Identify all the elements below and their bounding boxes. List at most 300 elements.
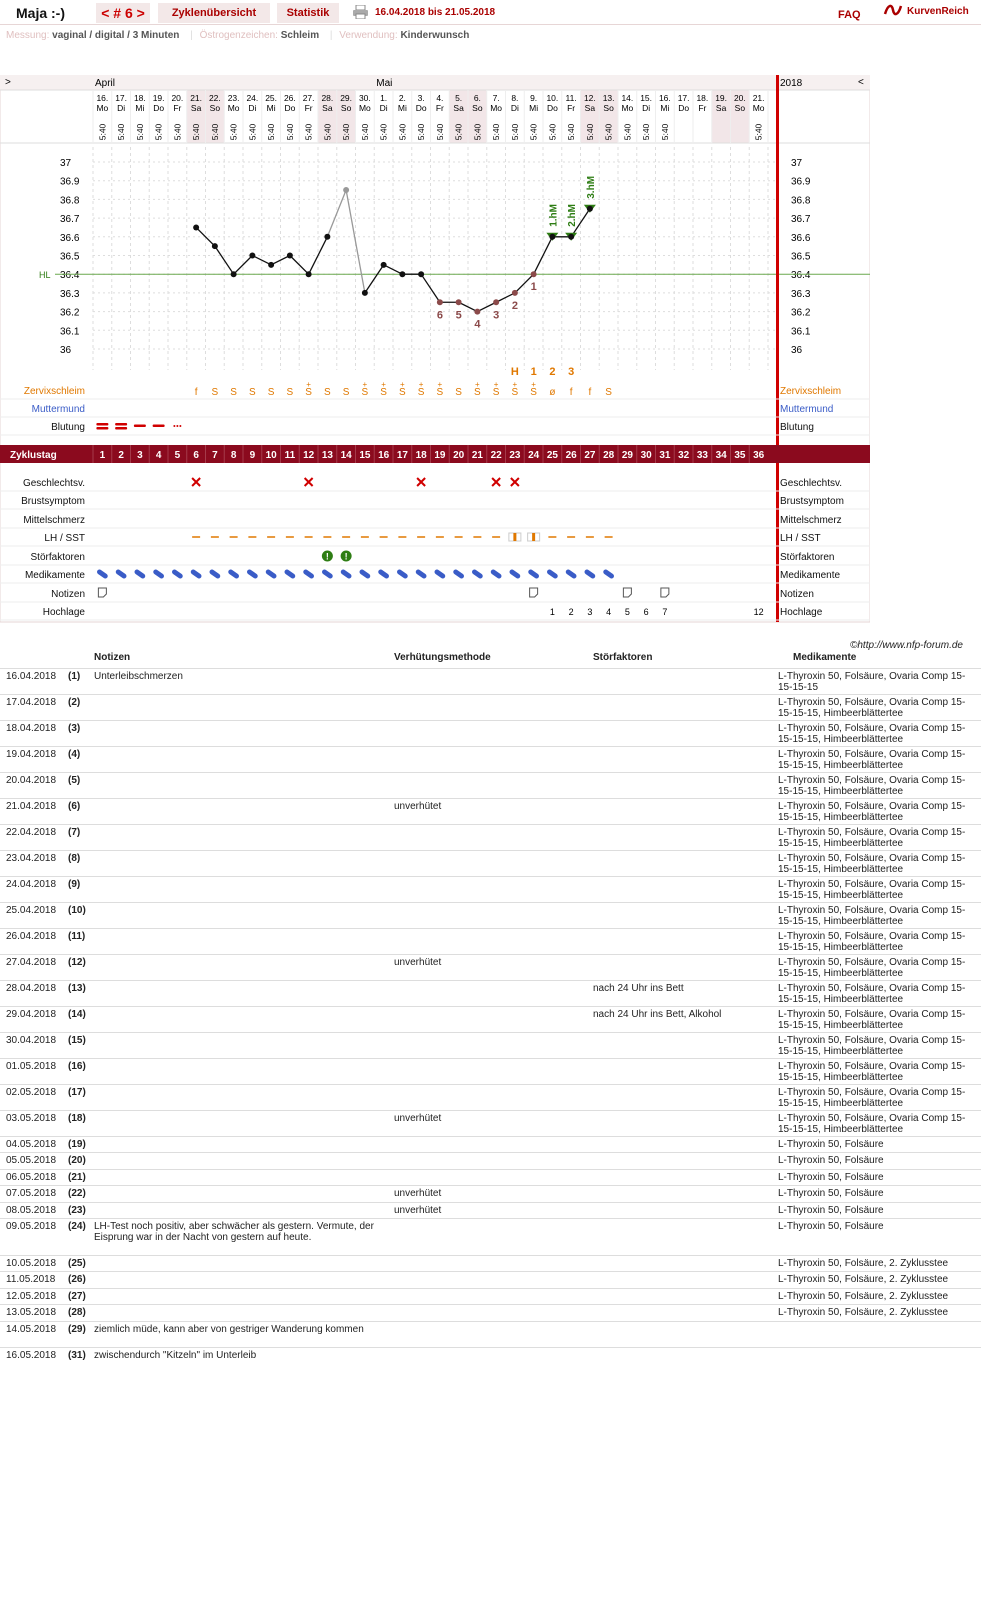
row-date: 25.04.2018 [6, 905, 57, 916]
row-label-midpain: Mittelschmerz [23, 515, 85, 526]
weekday-label: Mo [752, 103, 765, 113]
row-date: 22.04.2018 [6, 827, 57, 838]
y-tick-left: 36.9 [60, 176, 80, 188]
time-label: 5:40 [378, 123, 389, 141]
temp-point [531, 271, 537, 277]
peak-label: H [510, 366, 519, 378]
date-label: 30. [358, 93, 371, 103]
nav-left: > [5, 77, 11, 88]
table-row [0, 1202, 981, 1218]
row-medication: L-Thyroxin 50, Folsäure, Ovaria Comp 15-15-15-15, Himbeerblättertee [778, 1009, 966, 1031]
table-row [0, 1058, 981, 1084]
weekday-label: Sa [715, 103, 727, 113]
weekday-label: So [734, 103, 746, 113]
weekday-label: Mo [358, 103, 371, 113]
temp-point [474, 309, 480, 315]
time-label: 5:40 [584, 123, 595, 141]
weekday-label: Fr [567, 103, 576, 113]
header-disturb: Störfaktoren [593, 652, 653, 663]
cycle-day-number: 24 [528, 450, 540, 461]
row-date: 10.05.2018 [6, 1258, 57, 1269]
cycle-day-number: 4 [155, 450, 162, 461]
date-label: 14. [621, 93, 634, 103]
mucus-plus: + [362, 380, 368, 389]
row-medication: L-Thyroxin 50, Folsäure, Ovaria Comp 15-15-15-15, Himbeerblättertee [778, 775, 966, 797]
time-label: 5:40 [153, 123, 164, 141]
temp-point [399, 271, 405, 277]
row-note: LH-Test noch positiv, aber schwächer als gestern. Vermute, der Eisprung war in der Nacht von gestern auf heute. [94, 1221, 374, 1243]
temp-point [437, 299, 443, 305]
row-date: 16.04.2018 [6, 671, 57, 682]
cycle-day-number: 30 [640, 450, 652, 461]
y-tick-left: 36.6 [60, 232, 80, 244]
time-label: 5:40 [603, 123, 614, 141]
row-label-right-high: Hochlage [780, 607, 823, 618]
weekday-label: So [603, 103, 614, 113]
temp-point [512, 290, 518, 296]
note-icon [661, 588, 669, 597]
cycle-day-number: 18 [415, 450, 427, 461]
high-value: 3 [587, 607, 593, 617]
row-cycle-day: (2) [68, 697, 81, 708]
y-tick-left: 36.4 [60, 270, 80, 282]
mucus-symbol: S [417, 387, 425, 398]
cycle-day-number: 33 [696, 450, 708, 461]
row-cycle-day: (9) [68, 879, 81, 890]
bleeding-strong [115, 427, 127, 430]
row-method: unverhütet [394, 957, 442, 968]
y-tick-right: 36.2 [791, 307, 811, 319]
header-method: Verhütungsmethode [394, 652, 491, 663]
mucus-symbol: S [324, 387, 331, 398]
time-label: 5:40 [247, 123, 258, 141]
cycle-day-number: 21 [471, 450, 483, 461]
high-value: 5 [624, 607, 630, 617]
high-value: 4 [606, 607, 612, 617]
weekday-label: Mi [529, 103, 539, 113]
row-label-right-mucus: Zervixschleim [780, 386, 842, 397]
temperature-chart [0, 75, 870, 640]
row-label-mucus: Zervixschleim [23, 386, 85, 397]
cycle-day-number: 15 [359, 450, 371, 461]
cycle-day-number: 13 [321, 450, 333, 461]
row-medication: L-Thyroxin 50, Folsäure, 2. Zyklusstee [778, 1258, 949, 1269]
note-icon [530, 588, 538, 597]
table-row [0, 1347, 981, 1363]
row-disturbance: nach 24 Uhr ins Bett [593, 983, 684, 994]
time-label: 5:40 [622, 123, 633, 141]
row-label-right-breast: Brustsymptom [780, 496, 844, 507]
row-cycle-day: (27) [68, 1291, 86, 1302]
table-row [0, 902, 981, 928]
time-label: 5:40 [134, 123, 145, 141]
row-medication: L-Thyroxin 50, Folsäure, Ovaria Comp 15-15-15-15, Himbeerblättertee [778, 853, 966, 875]
mucus-symbol: S [530, 387, 537, 398]
cycle-day-number: 2 [118, 450, 124, 461]
table-row [0, 980, 981, 1006]
weekday-label: Sa [584, 103, 596, 113]
temp-point [306, 271, 312, 277]
time-label: 5:40 [191, 123, 202, 141]
note-icon [98, 588, 106, 597]
weekday-label: Sa [322, 103, 333, 113]
temp-point [268, 262, 274, 268]
peak-label: 1 [530, 366, 537, 378]
top-bar [0, 0, 981, 25]
table-row [0, 1255, 981, 1271]
date-label: 12. [583, 93, 596, 103]
row-cycle-day: (5) [68, 775, 81, 786]
weekday-label: Sa [190, 103, 202, 113]
table-row [0, 720, 981, 746]
row-medication: L-Thyroxin 50, Folsäure, Ovaria Comp 15-15-15-15, Himbeerblättertee [778, 801, 966, 823]
lh-positive [532, 533, 535, 541]
cycle-day-number: 32 [678, 450, 690, 461]
mucus-symbol: S [249, 387, 256, 398]
time-label: 5:40 [659, 123, 670, 141]
date-label: 29. [340, 93, 353, 103]
date-label: 19. [152, 93, 165, 103]
row-medication: L-Thyroxin 50, Folsäure, 2. Zyklusstee [778, 1307, 949, 1318]
temp-point [343, 187, 349, 193]
printer-icon[interactable] [353, 5, 368, 19]
peak-label: 2 [549, 366, 556, 378]
row-medication: L-Thyroxin 50, Folsäure, Ovaria Comp 15-15-15-15 [778, 671, 966, 693]
row-medication: L-Thyroxin 50, Folsäure, 2. Zyklusstee [778, 1274, 949, 1285]
mucus-symbol: S [511, 387, 519, 398]
usage-label: Verwendung: [339, 30, 398, 41]
temp-point [418, 271, 424, 277]
high-temp-label: 2.hM [567, 204, 579, 227]
mucus-plus: + [475, 380, 480, 389]
weekday-label: Di [248, 103, 257, 113]
cycle-nav[interactable]: < # 6 > [96, 3, 150, 23]
low-temp-label: 3 [493, 309, 500, 322]
cycle-day-number: 23 [509, 450, 521, 461]
row-medication: L-Thyroxin 50, Folsäure, Ovaria Comp 15-15-15-15, Himbeerblättertee [778, 697, 966, 719]
row-medication: L-Thyroxin 50, Folsäure, 2. Zyklusstee [778, 1291, 949, 1302]
year-label: 2018 [780, 78, 803, 89]
peak-label: 3 [568, 366, 575, 378]
temp-point [587, 206, 593, 212]
cycle-day-number: 3 [137, 450, 143, 461]
logo[interactable]: KurvenReich [907, 6, 969, 17]
row-date: 11.05.2018 [6, 1274, 56, 1285]
time-label: 5:40 [228, 123, 239, 141]
y-tick-left: 36.7 [60, 214, 80, 226]
row-medication: L-Thyroxin 50, Folsäure, Ovaria Comp 15-15-15-15, Himbeerblättertee [778, 983, 966, 1005]
time-label: 5:40 [359, 123, 370, 141]
row-medication: L-Thyroxin 50, Folsäure, Ovaria Comp 15-15-15-15, Himbeerblättertee [778, 1035, 966, 1057]
time-label: 5:40 [397, 123, 408, 141]
time-label: 5:40 [453, 123, 464, 141]
row-label-right-meds: Medikamente [780, 570, 841, 581]
row-label-disturb: Störfaktoren [30, 552, 85, 563]
estrogen-label: Östrogenzeichen: [199, 30, 278, 41]
date-label: 2. [398, 93, 406, 103]
row-label-right-notes: Notizen [780, 589, 814, 600]
cycle-day-number: 28 [603, 450, 615, 461]
temp-point [549, 234, 555, 240]
cycle-day-label: Zyklustag [10, 450, 57, 461]
row-medication: L-Thyroxin 50, Folsäure [778, 1221, 884, 1232]
row-label-right-bleeding: Blutung [780, 422, 814, 433]
row-date: 29.04.2018 [6, 1009, 57, 1020]
row-method: unverhütet [394, 801, 442, 812]
weekday-label: Di [642, 103, 651, 113]
lh-positive [513, 533, 516, 541]
temp-point [456, 299, 462, 305]
time-label: 5:40 [434, 123, 445, 141]
estrogen-value: Schleim [280, 30, 320, 41]
table-row [0, 694, 981, 720]
cycle-day-number: 17 [396, 450, 408, 461]
date-label: 10. [546, 93, 559, 103]
bleeding-medium [134, 425, 146, 428]
table-row [0, 1185, 981, 1202]
cover-line-label: HL [39, 270, 51, 281]
row-medication: L-Thyroxin 50, Folsäure, Ovaria Comp 15-15-15-15, Himbeerblättertee [778, 1087, 966, 1109]
cycle-day-number: 7 [212, 450, 218, 461]
row-cycle-day: (25) [68, 1258, 86, 1269]
row-date: 18.04.2018 [6, 723, 57, 734]
temp-point [324, 234, 330, 240]
y-tick-right: 37 [791, 158, 803, 169]
bleeding-strong [96, 423, 108, 426]
row-cycle-day: (13) [68, 983, 86, 994]
date-label: 11. [565, 93, 577, 103]
temp-point [212, 243, 218, 249]
y-tick-right: 36.7 [791, 214, 811, 226]
row-label-breast: Brustsymptom [21, 496, 85, 507]
bleeding-spotting [176, 425, 178, 427]
mucus-plus: + [381, 380, 386, 389]
table-row [0, 1169, 981, 1185]
table-row [0, 1084, 981, 1110]
table-row [0, 1152, 981, 1169]
cycle-day-number: 14 [340, 450, 352, 461]
row-medication: L-Thyroxin 50, Folsäure, Ovaria Comp 15-15-15-15, Himbeerblättertee [778, 749, 966, 771]
y-tick-right: 36.1 [791, 326, 811, 338]
row-label-right-lh: LH / SST [780, 533, 821, 544]
cycle-day-number: 16 [378, 450, 390, 461]
table-row [0, 1136, 981, 1152]
table-row [0, 876, 981, 902]
temp-point [381, 262, 387, 268]
temp-point [193, 224, 199, 230]
date-label: 27. [302, 93, 315, 103]
row-cycle-day: (23) [68, 1205, 86, 1216]
weekday-label: Sa [453, 103, 464, 113]
mucus-symbol: S [399, 387, 406, 398]
weekday-label: So [340, 103, 352, 113]
row-cycle-day: (18) [68, 1113, 86, 1124]
high-value: 6 [643, 607, 649, 617]
weekday-label: Di [510, 103, 519, 113]
info-line: Messung: vaginal / digital / 3 Minuten | Östrogenzeichen: Schleim | Verwendung: Kinderwunsch [6, 30, 470, 41]
row-label-lh: LH / SST [44, 533, 85, 544]
row-date: 04.05.2018 [6, 1139, 57, 1150]
measurement-value: vaginal / digital / 3 Minuten [52, 30, 180, 41]
table-row [0, 1218, 981, 1255]
time-label: 5:40 [266, 123, 277, 141]
time-label: 5:40 [472, 123, 483, 141]
row-date: 16.05.2018 [6, 1350, 57, 1361]
low-temp-label: 1 [530, 281, 537, 294]
header-notes: Notizen [94, 652, 131, 663]
time-label: 5:40 [97, 123, 108, 141]
date-label: 20. [171, 93, 184, 103]
row-cycle-day: (12) [68, 957, 86, 968]
date-label: 26. [283, 93, 296, 103]
mucus-symbol: S [492, 387, 500, 398]
date-label: 4. [436, 93, 444, 103]
time-label: 5:40 [172, 123, 183, 141]
weekday-label: Fr [304, 103, 313, 113]
row-cycle-day: (28) [68, 1307, 86, 1318]
mucus-symbol: S [380, 387, 387, 398]
cycle-day-number: 25 [546, 450, 558, 461]
mucus-symbol: S [474, 387, 481, 398]
table-row [0, 1110, 981, 1136]
table-row [0, 1271, 981, 1288]
row-label-right-midpain: Mittelschmerz [780, 515, 842, 526]
mucus-symbol: S [342, 387, 350, 398]
table-row [0, 1006, 981, 1032]
disturbance-mark: ! [344, 551, 348, 562]
cycle-day-number: 5 [174, 450, 181, 461]
time-label: 5:40 [416, 123, 427, 141]
row-medication: L-Thyroxin 50, Folsäure, Ovaria Comp 15-15-15-15, Himbeerblättertee [778, 1113, 966, 1135]
cycle-day-number: 12 [303, 450, 315, 461]
cycle-day-number: 1 [99, 450, 106, 461]
high-temp-label: 1.hM [548, 204, 560, 227]
weekday-label: Do [546, 103, 558, 113]
weekday-label: Mi [397, 103, 407, 113]
y-tick-right: 36 [791, 345, 803, 356]
row-label-bleeding: Blutung [51, 422, 85, 433]
temp-point [568, 234, 574, 240]
mucus-plus: + [531, 380, 536, 389]
row-date: 20.04.2018 [6, 775, 57, 786]
row-medication: L-Thyroxin 50, Folsäure, Ovaria Comp 15-15-15-15, Himbeerblättertee [778, 931, 966, 953]
mucus-plus: + [306, 380, 311, 389]
tab-statistics[interactable]: Statistik [277, 3, 339, 23]
nav-right: < [858, 77, 864, 88]
cycle-day-number: 10 [265, 450, 277, 461]
row-method: unverhütet [394, 1205, 442, 1216]
row-cycle-day: (16) [68, 1061, 86, 1072]
mucus-symbol: S [455, 387, 462, 398]
temp-point [249, 253, 255, 259]
cycle-day-number: 35 [734, 450, 746, 461]
row-cycle-day: (10) [68, 905, 86, 916]
row-cycle-day: (1) [68, 671, 81, 682]
date-label: 8. [511, 93, 519, 103]
high-value: 12 [753, 607, 764, 617]
bleeding-spotting [179, 425, 181, 427]
cycle-day-number: 31 [659, 450, 671, 461]
y-tick-right: 36.5 [791, 251, 811, 263]
y-tick-right: 36.9 [791, 176, 811, 188]
table-row [0, 954, 981, 980]
weekday-label: Mo [490, 103, 503, 113]
table-row [0, 746, 981, 772]
row-date: 03.05.2018 [6, 1113, 57, 1124]
faq-link[interactable]: FAQ [838, 9, 861, 21]
date-label: 17. [115, 93, 128, 103]
mucus-symbol: S [436, 387, 444, 398]
bleeding-medium [153, 425, 165, 428]
row-date: 12.05.2018 [6, 1291, 57, 1302]
row-cycle-day: (7) [68, 827, 81, 838]
row-label-notes: Notizen [51, 589, 85, 600]
date-label: 18. [133, 93, 146, 103]
weekday-label: Di [117, 103, 126, 113]
row-cycle-day: (19) [68, 1139, 86, 1150]
cycle-day-number: 20 [453, 450, 465, 461]
row-label-high: Hochlage [42, 607, 85, 618]
row-cycle-day: (14) [68, 1009, 86, 1020]
cycle-day-number: 22 [490, 450, 502, 461]
temp-point [362, 290, 368, 296]
copyright: ©http://www.nfp-forum.de [850, 640, 963, 651]
mucus-symbol: S [267, 387, 275, 398]
low-temp-label: 6 [436, 309, 443, 322]
table-row [0, 798, 981, 824]
note-icon [623, 588, 631, 597]
high-value: 7 [662, 607, 668, 617]
row-date: 24.04.2018 [6, 879, 57, 890]
tab-cycle-overview[interactable]: Zyklenübersicht [158, 3, 270, 23]
row-method: unverhütet [394, 1113, 442, 1124]
row-date: 13.05.2018 [6, 1307, 57, 1318]
month-header-bg [0, 75, 870, 90]
row-medication: L-Thyroxin 50, Folsäure, Ovaria Comp 15-15-15-15, Himbeerblättertee [778, 723, 966, 745]
row-cycle-day: (4) [68, 749, 81, 760]
weekday-label: Fr [173, 103, 182, 113]
table-row [0, 1304, 981, 1321]
cycle-day-number: 8 [230, 450, 237, 461]
temp-point [287, 253, 293, 259]
cycle-day-number: 27 [584, 450, 596, 461]
logo-icon [883, 2, 903, 20]
date-label: 5. [455, 93, 463, 103]
time-label: 5:40 [528, 123, 539, 141]
date-label: 28. [321, 93, 334, 103]
row-date: 21.04.2018 [6, 801, 57, 812]
mucus-plus: + [437, 380, 443, 389]
row-label-right-cervix: Muttermund [780, 404, 834, 415]
time-label: 5:40 [491, 123, 502, 141]
weekday-label: Mo [227, 103, 240, 113]
table-row [0, 1321, 981, 1347]
row-date: 27.04.2018 [6, 957, 57, 968]
mucus-symbol: S [305, 387, 312, 398]
row-medication: L-Thyroxin 50, Folsäure [778, 1172, 884, 1183]
date-label: 21. [752, 93, 765, 103]
low-temp-label: 2 [511, 299, 518, 312]
date-label: 18. [696, 93, 709, 103]
y-tick-left: 36.1 [60, 326, 80, 338]
y-tick-left: 36.8 [60, 195, 80, 207]
date-label: 17. [677, 93, 690, 103]
row-cycle-day: (31) [68, 1350, 86, 1361]
mucus-symbol: S [286, 387, 294, 398]
cycle-day-number: 6 [193, 450, 199, 461]
y-tick-right: 36.8 [791, 195, 811, 207]
mucus-symbol: S [230, 387, 237, 398]
